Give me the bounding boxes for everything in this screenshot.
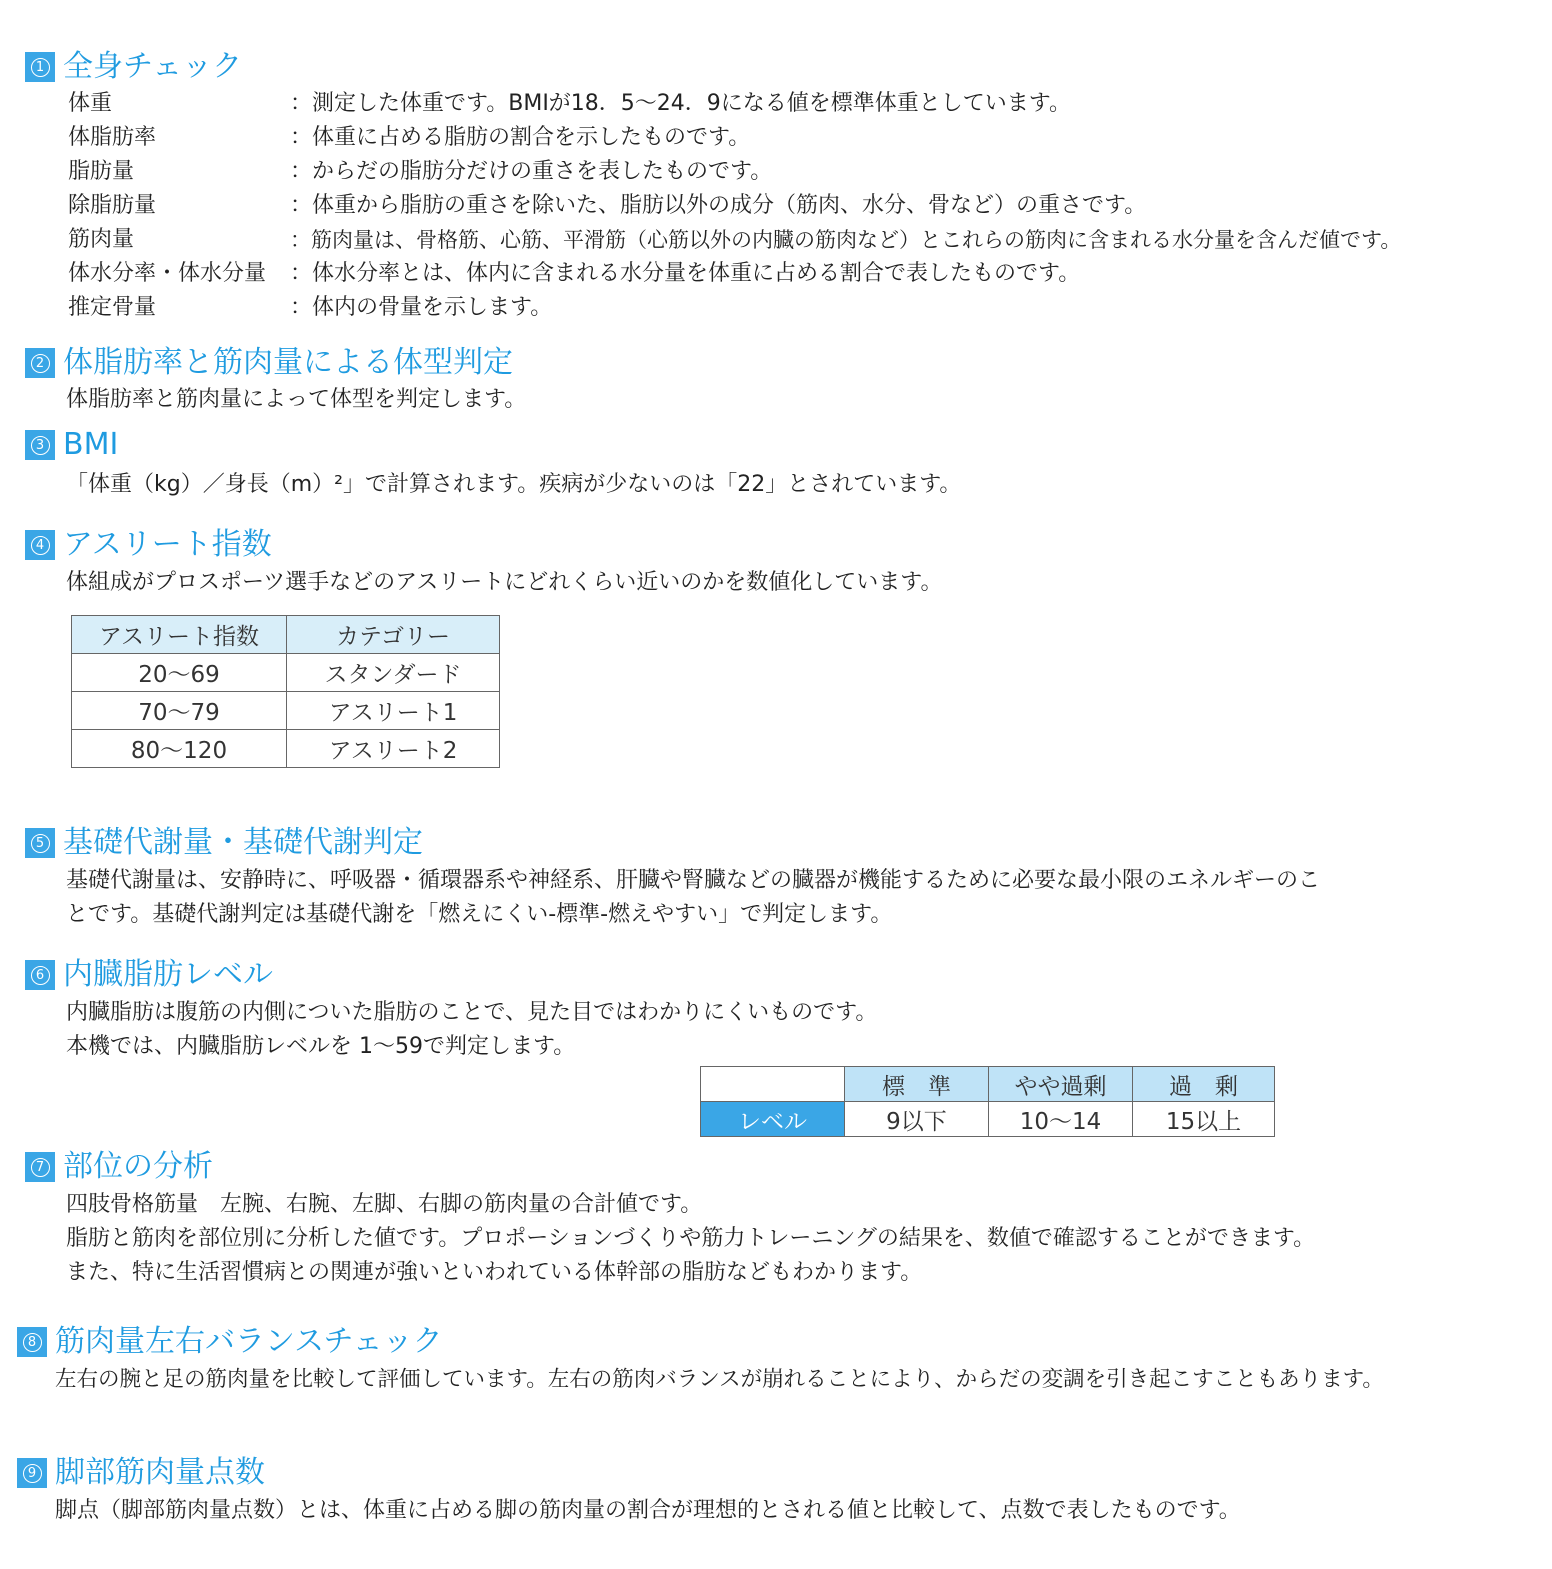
table-row (701, 1102, 1275, 1137)
section-4-heading (25, 527, 272, 562)
table-row (72, 730, 500, 768)
term-definition: ：体重に占める脂肪の割合を示したものです。 (290, 125, 751, 150)
term-label: 体重 (68, 91, 113, 116)
section-body: 体脂肪率と筋肉量によって体型を判定します。 (66, 387, 527, 412)
term-label: 脂肪量 (68, 159, 135, 184)
term-definition: ：体重から脂肪の重さを除いた、脂肪以外の成分（筋肉、水分、骨など）の重さです。 (290, 193, 1147, 218)
section-title: 基礎代謝量・基礎代謝判定 (63, 825, 423, 860)
number-badge: 8 (17, 1327, 47, 1357)
number-badge: 5 (25, 828, 55, 858)
section-7-heading (25, 1149, 213, 1184)
header-blank-cell (701, 1067, 845, 1102)
column-header: カテゴリー (287, 616, 500, 654)
section-body: 本機では、内臓脂肪レベルを 1〜59で判定します。 (66, 1034, 576, 1059)
section-body: 基礎代謝量は、安静時に、呼吸器・循環器系や神経系、肝臓や腎臓などの臓器が機能するために必要な最小限のエネルギーのこ (66, 868, 1321, 893)
table-cell: アスリート1 (287, 692, 500, 730)
table-row (72, 654, 500, 692)
term-label: 体水分率・体水分量 (68, 261, 267, 286)
section-body: また、特に生活習慣病との関連が強いといわれている体幹部の脂肪などもわかります。 (66, 1260, 923, 1285)
term-label: 推定骨量 (68, 295, 157, 320)
term-definition: ：体内の骨量を示します。 (290, 295, 553, 320)
section-title: BMI (63, 427, 119, 462)
section-body: 左右の腕と足の筋肉量を比較して評価しています。左右の筋肉バランスが崩れることにより、からだの変調を引き起こすこともあります。 (55, 1367, 1384, 1392)
section-body: 脚点（脚部筋肉量点数）とは、体重に占める脚の筋肉量の割合が理想的とされる値と比較して、点数で表したものです。 (55, 1498, 1241, 1523)
section-body: 内臓脂肪は腹筋の内側についた脂肪のことで、見た目ではわかりにくいものです。 (66, 1000, 878, 1025)
column-header: 過 剰 (1133, 1067, 1275, 1102)
table-header-row (701, 1067, 1275, 1102)
section-title: 内臓脂肪レベル (63, 957, 273, 992)
term-definition: ：体水分率とは、体内に含まれる水分量を体重に占める割合で表したものです。 (290, 261, 1081, 286)
number-badge: 2 (25, 348, 55, 378)
column-header: アスリート指数 (72, 616, 287, 654)
table-cell: 15以上 (1133, 1102, 1275, 1137)
term-label: 体脂肪率 (68, 125, 157, 150)
term-definition: ：筋肉量は、骨格筋、心筋、平滑筋（心筋以外の内臓の筋肉など）とこれらの筋肉に含まれる水分量を含んだ値です。 (290, 228, 1402, 252)
table-cell: 20〜69 (72, 654, 287, 692)
section-5-heading (25, 825, 423, 860)
section-body: 体組成がプロスポーツ選手などのアスリートにどれくらい近いのかを数値化しています。 (66, 570, 943, 595)
section-title: 筋肉量左右バランスチェック (55, 1324, 443, 1359)
section-1-heading (25, 49, 243, 84)
table-cell: アスリート2 (287, 730, 500, 768)
table-cell: 70〜79 (72, 692, 287, 730)
number-badge: 1 (25, 52, 55, 82)
section-title: 体脂肪率と筋肉量による体型判定 (63, 345, 513, 380)
term-label: 筋肉量 (68, 227, 135, 252)
number-badge: 4 (25, 530, 55, 560)
section-body: 脂肪と筋肉を部位別に分析した値です。プロポーションづくりや筋力トレーニングの結果を、数値で確認することができます。 (66, 1226, 1316, 1251)
row-header: レベル (701, 1102, 845, 1137)
section-title: 脚部筋肉量点数 (55, 1455, 265, 1490)
section-title: 部位の分析 (63, 1149, 213, 1184)
table-cell: 10〜14 (989, 1102, 1133, 1137)
table-cell: 9以下 (845, 1102, 989, 1137)
number-badge: 3 (25, 430, 55, 460)
table-cell: スタンダード (287, 654, 500, 692)
section-8-heading (17, 1324, 443, 1359)
table-row (72, 692, 500, 730)
number-badge: 9 (17, 1458, 47, 1488)
section-title: アスリート指数 (63, 527, 272, 562)
section-2-heading (25, 345, 513, 380)
term-definition: ：からだの脂肪分だけの重さを表したものです。 (290, 159, 773, 184)
section-3-heading (25, 427, 119, 462)
section-body: 「体重（kg）／身長（m）²」で計算されます。疾病が少ないのは「22」とされています。 (66, 472, 962, 497)
term-label: 除脂肪量 (68, 193, 157, 218)
athlete-index-table (71, 615, 500, 768)
section-9-heading (17, 1455, 265, 1490)
section-6-heading (25, 957, 273, 992)
section-body: 四肢骨格筋量 左腕、右腕、左脚、右脚の筋肉量の合計値です。 (66, 1192, 703, 1217)
section-body: とです。基礎代謝判定は基礎代謝を「燃えにくい-標準-燃えやすい」で判定します。 (66, 902, 893, 927)
column-header: 標 準 (845, 1067, 989, 1102)
visceral-fat-table (700, 1066, 1275, 1137)
number-badge: 7 (25, 1152, 55, 1182)
number-badge: 6 (25, 960, 55, 990)
table-header-row (72, 616, 500, 654)
section-title: 全身チェック (63, 49, 243, 84)
column-header: やや過剰 (989, 1067, 1133, 1102)
table-cell: 80〜120 (72, 730, 287, 768)
term-definition: ：測定した体重です。BMIが18．5〜24．9になる値を標準体重としています。 (290, 91, 1072, 116)
